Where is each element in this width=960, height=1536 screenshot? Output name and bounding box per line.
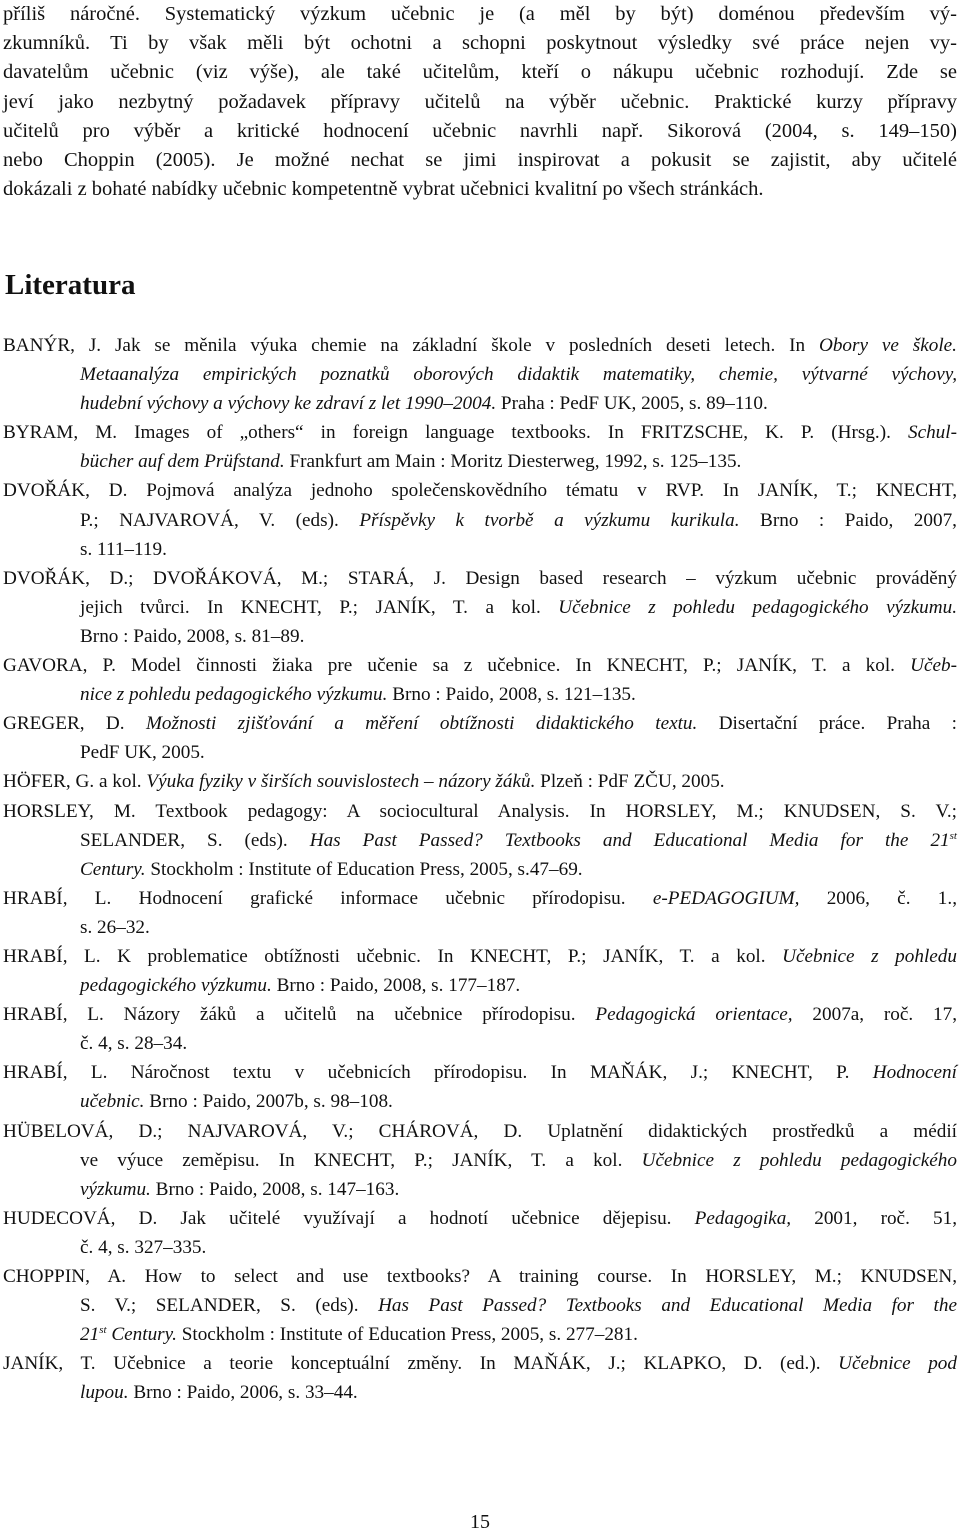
reference-line [3,651,957,680]
reference-entry [3,1262,957,1349]
reference-text: Plzeň : PdF ZČU, 2005. [535,771,725,793]
reference-line [3,942,957,971]
page-number: 15 [470,1511,490,1533]
reference-entry [3,1204,957,1262]
reference-text: PedF UK, 2005. [80,742,205,764]
reference-italic-text: Has Past Passed? Textbooks and Educational Media for the [378,1295,957,1317]
reference-entry [3,1058,957,1116]
reference-text: č. 4, s. 28–34. [80,1033,188,1055]
reference-line [3,1204,957,1233]
reference-line [3,622,957,651]
reference-text: jejich tvůrci. In KNECHT, P.; JANÍK, T. a kol. [80,596,559,618]
reference-line [3,709,957,738]
reference-text: Brno : Paido, 2006, s. 33–44. [128,1382,358,1404]
reference-italic-text: Hodnocení [872,1062,957,1084]
reference-line [3,826,957,855]
reference-italic-text: Obory ve škole. [818,335,957,356]
reference-text: Brno : Paido, 2007, [739,509,957,531]
reference-italic-text: výzkumu. [80,1178,151,1200]
reference-text: ve výuce zeměpisu. In KNECHT, P.; JANÍK, T. a kol. [80,1149,642,1171]
reference-line [3,1117,957,1146]
paragraph-line: dokázali z bohaté nabídky učebnic kompetentně vybrat učebnici kvalitní po všech stránkách. [3,178,764,201]
reference-line [3,1029,957,1058]
reference-text: Stockholm : Institute of Education Press, 2005, s.47–69. [145,858,583,880]
reference-line [3,1349,957,1378]
reference-line [3,1058,957,1087]
section-heading: Literatura [5,269,136,301]
reference-entry [3,1349,957,1407]
reference-line [3,476,957,505]
reference-entry [3,331,957,418]
reference-italic-text: nice z pohledu pedagogického výzkumu. [80,684,388,706]
reference-line [3,680,957,709]
reference-text: S. V.; SELANDER, S. (eds). [80,1295,379,1317]
reference-italic-text: lupou. [80,1382,129,1404]
reference-text: CHOPPIN, A. How to select and use textbooks? A training course. In HORSLEY, M.; KNUDSEN, [3,1266,957,1287]
reference-italic-text: Učebnice z pohledu [782,945,957,967]
reference-text: HÜBELOVÁ, D.; NAJVAROVÁ, V.; CHÁROVÁ, D. Uplatnění didaktických prostředků a médií [3,1120,957,1142]
reference-text: P.; NAJVAROVÁ, V. (eds). [80,509,360,531]
reference-text: Brno : Paido, 2008, s. 147–163. [150,1178,400,1200]
reference-entry [3,476,957,563]
reference-text: HRABÍ, L. Názory žáků a učitelů na učebnice přírodopisu. [3,1004,596,1026]
reference-entry [3,1117,957,1204]
paragraph-line: učitelů pro výběr a kritické hodnocení učebnic navrhli např. Sikorová (2004, s. 149–150) [3,119,957,142]
reference-line [3,389,957,418]
reference-text: Brno : Paido, 2007b, s. 98–108. [144,1091,393,1113]
reference-italic-text: Učebnice pod [838,1353,957,1375]
paragraph-line: zkumníků. Ti by však měli být ochotni a schopni poskytnout výsledky své práce nejen vy- [3,32,957,55]
reference-line [3,506,957,535]
reference-text: Brno : Paido, 2008, s. 177–187. [271,975,521,997]
reference-entry [3,709,957,767]
reference-text: BANÝR, J. Jak se měnila výuka chemie na základní škole v posledních deseti letech. In [3,335,819,356]
reference-italic-text: bücher auf dem Prüfstand. [80,451,285,473]
reference-italic-text: Výuka fyziky v širších souvislostech – názory žáků. [146,771,536,793]
reference-line [3,1320,957,1349]
reference-text: JANÍK, T. Učebnice a teorie konceptuální změny. In MAŇÁK, J.; KLAPKO, D. (ed.). [3,1353,839,1375]
reference-text: GREGER, D. [3,713,146,735]
reference-text: 2006, č. 1., [799,887,957,909]
reference-entry [3,651,957,709]
reference-entry [3,797,957,884]
reference-text: s. 111–119. [80,538,167,560]
reference-line [3,447,957,476]
reference-line [3,884,957,913]
reference-entry [3,418,957,476]
reference-text: HRABÍ, L. Hodnocení grafické informace učebnic přírodopisu. [3,887,653,909]
reference-text: GAVORA, P. Model činnosti žiaka pre učenie sa z učebnice. In KNECHT, P.; JANÍK, T. a kol. [3,655,911,677]
paragraph-line: nebo Choppin (2005). Je možné nechat se jimi inspirovat a pokusit se zajistit, aby učitelé [3,149,957,172]
reference-line [3,971,957,1000]
reference-text: Stockholm : Institute of Education Press, 2005, s. 277–281. [176,1324,638,1346]
reference-text: Praha : PedF UK, 2005, s. 89–110. [496,393,768,415]
reference-italic-text: pedagogického výzkumu. [80,975,272,997]
reference-line [3,767,957,796]
reference-italic-text: Příspěvky k tvorbě a výzkumu kurikula. [359,509,740,531]
reference-text: HUDECOVÁ, D. Jak učitelé využívají a hodnotí učebnice dějepisu. [3,1207,695,1229]
reference-entry [3,564,957,651]
reference-text: Disertační práce. Praha : [697,713,957,735]
reference-entry [3,767,957,796]
reference-text: Frankfurt am Main : Moritz Diesterweg, 1992, s. 125–135. [284,451,742,473]
reference-text: HRABÍ, L. K problematice obtížnosti učebnic. In KNECHT, P.; JANÍK, T. a kol. [3,945,783,967]
reference-italic-text: st [99,1324,107,1337]
reference-line [3,1233,957,1262]
reference-italic-text: Century. [106,1324,177,1346]
reference-line [3,1000,957,1029]
reference-line [3,1262,957,1291]
reference-italic-text: Pedagogika, [694,1207,792,1229]
reference-line [3,1146,957,1175]
reference-entry [3,884,957,942]
reference-italic-text: Učebnice z pohledu pedagogického výzkumu. [558,596,957,618]
reference-italic-text: Učeb- [910,655,957,677]
reference-italic-text: Schul- [907,422,957,444]
reference-italic-text: hudební výchovy a výchovy ke zdraví z let 1990–2004. [80,393,497,415]
reference-entry [3,942,957,1000]
reference-text: 2001, roč. 51, [791,1207,957,1229]
reference-line [3,738,957,767]
reference-line [3,593,957,622]
reference-italic-text: Možnosti zjišťování a měření obtížnosti didaktického textu. [145,713,698,735]
reference-line [3,797,957,826]
reference-line [3,1087,957,1116]
reference-line [3,535,957,564]
reference-text: DVOŘÁK, D.; DVOŘÁKOVÁ, M.; STARÁ, J. Design based research – výzkum učebnic prováděný [3,567,957,589]
reference-line [3,1175,957,1204]
reference-line [3,418,957,447]
reference-line [3,1378,957,1407]
reference-italic-text: e-PEDAGOGIUM, [652,887,800,909]
paragraph-line: příliš náročné. Systematický výzkum učebnic je (a měl by být) doménou především vý- [3,3,957,25]
reference-text: Brno : Paido, 2008, s. 81–89. [80,625,305,647]
reference-entry [3,1000,957,1058]
reference-italic-text: 21 [80,1324,100,1346]
intro-paragraph [3,0,957,204]
reference-list [3,331,957,1407]
reference-italic-text: učebnic. [80,1091,145,1113]
reference-text: HORSLEY, M. Textbook pedagogy: A sociocultural Analysis. In HORSLEY, M.; KNUDSEN, S. V.; [3,800,957,822]
reference-text: 2007a, roč. 17, [792,1004,958,1026]
reference-text: HÖFER, G. a kol. [3,771,147,793]
reference-line [3,331,957,360]
reference-text: č. 4, s. 327–335. [80,1236,207,1258]
reference-text: s. 26–32. [80,916,150,938]
reference-italic-text: Učebnice z pohledu pedagogického [641,1149,957,1171]
reference-italic-text: Pedagogická orientace, [595,1004,793,1026]
reference-line [3,360,957,389]
reference-line [3,564,957,593]
reference-text: Brno : Paido, 2008, s. 121–135. [387,684,636,706]
reference-italic-text: Century. [80,858,146,880]
paragraph-line: jeví jako nezbytný požadavek přípravy učitelů na výběr učebnic. Praktické kurzy přípravy [3,90,957,113]
reference-line [3,855,957,884]
reference-text: HRABÍ, L. Náročnost textu v učebnicích přírodopisu. In MAŇÁK, J.; KNECHT, P. [3,1062,873,1084]
reference-italic-text: Has Past Passed? Textbooks and Educational Media for the 21 [309,829,950,851]
reference-text: DVOŘÁK, D. Pojmová analýza jednoho společenskovědního tématu v RVP. In JANÍK, T.; KNECHT, [3,480,957,502]
reference-line [3,1291,957,1320]
reference-text: BYRAM, M. Images of „others“ in foreign language textbooks. In FRITZSCHE, K. P. (Hrsg.). [3,422,908,444]
reference-text: SELANDER, S. (eds). [80,829,310,851]
reference-italic-text: st [949,829,957,842]
paragraph-line: davatelům učebnic (viz výše), ale také učitelům, kteří o nákupu učebnic rozhodují. Zde se [3,61,957,84]
reference-line [3,913,957,942]
reference-italic-text: Metaanalýza empirických poznatků oborových didaktik matematiky, chemie, výtvarné výchovy, [80,364,957,386]
